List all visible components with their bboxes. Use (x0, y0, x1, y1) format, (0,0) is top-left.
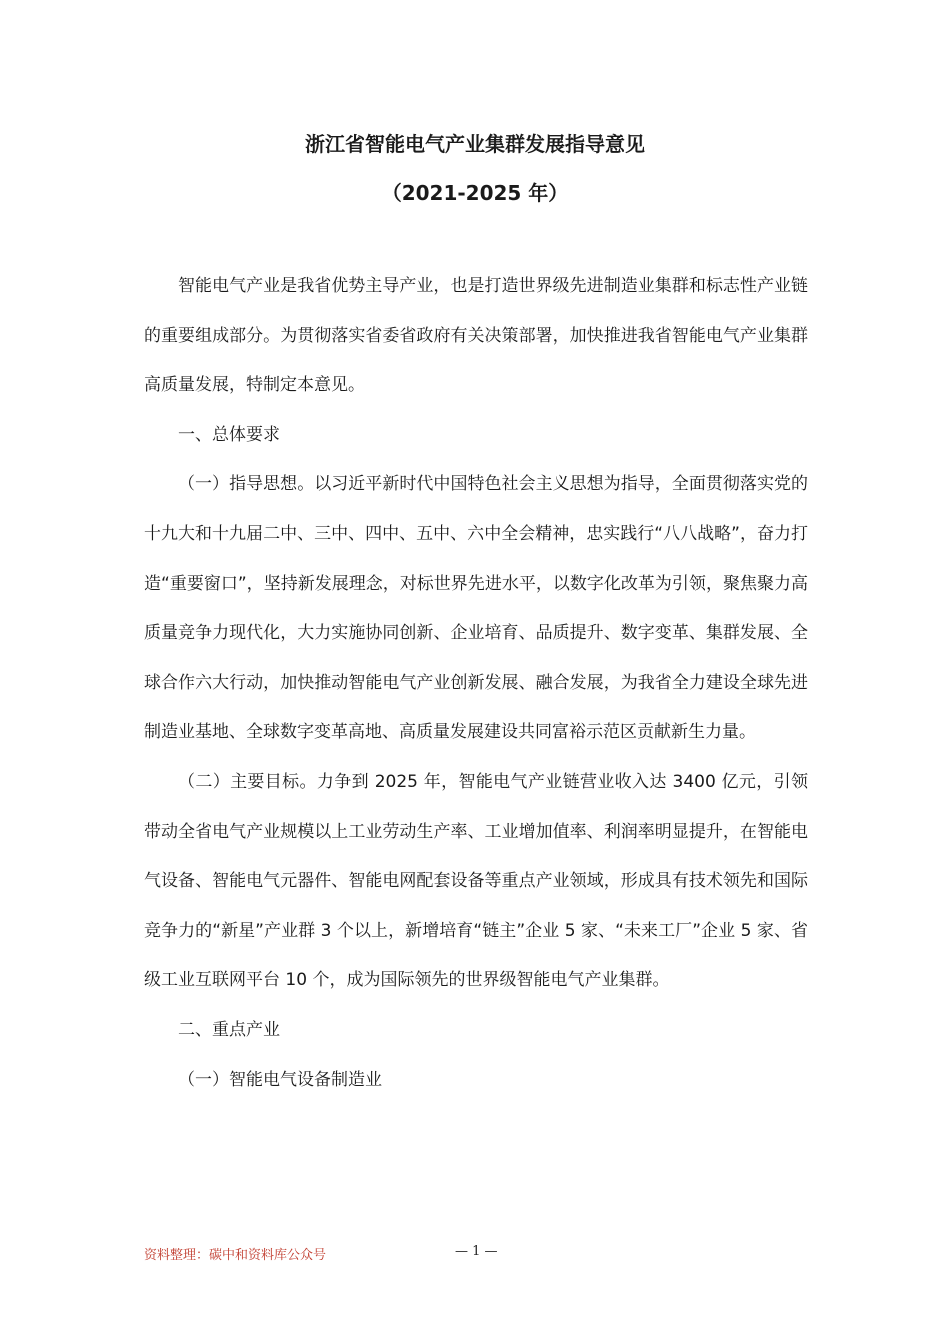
document-subtitle: （2021-2025 年） (381, 181, 569, 205)
section-heading-general-requirements: 一、总体要求 (178, 424, 280, 445)
page-number: — 1 — (455, 1244, 498, 1259)
main-targets-paragraph: （二）主要目标。力争到 2025 年，智能电气产业链营业收入达 3400 亿元，引领带动全省电气产业规模以上工业劳动生产率、工业增加值率、利润率明显提升，在智能电气设备、智能电气元器件、智能电网配套设备等重点产业领域，形成具有技术领先和国际竞争力的“新星”产业群 3 个以上，新增培育“链主”企业 5 家、“未来工厂”企业 5 家、省级工业互联网平台 10 个，成为国际领先的世界级智能电气产业集群。 (144, 771, 808, 991)
document-body (144, 262, 808, 1105)
footer-source: 资料整理：碳中和资料库公众号 (144, 1248, 327, 1263)
guiding-ideology-paragraph: （一）指导思想。以习近平新时代中国特色社会主义思想为指导，全面贯彻落实党的十九大和十九届二中、三中、四中、五中、六中全会精神，忠实践行“八八战略”，奋力打造“重要窗口”，坚持新发展理念，对标世界先进水平，以数字化改革为引领，聚焦聚力高质量竞争力现代化，大力实施协同创新、企业培育、品质提升、数字变革、集群发展、全球合作六大行动，加快推动智能电气产业创新发展、融合发展，为我省全力建设全球先进制造业基地、全球数字变革高地、高质量发展建设共同富裕示范区贡献新生力量。 (144, 474, 808, 743)
section-heading-key-industries: 二、重点产业 (178, 1019, 280, 1040)
document-title: 浙江省智能电气产业集群发展指导意见 (305, 132, 645, 156)
subsection-heading-equipment: （一）智能电气设备制造业 (178, 1069, 382, 1090)
intro-paragraph: 智能电气产业是我省优势主导产业，也是打造世界级先进制造业集群和标志性产业链的重要组成部分。为贯彻落实省委省政府有关决策部署，加快推进我省智能电气产业集群高质量发展，特制定本意见。 (144, 276, 808, 396)
